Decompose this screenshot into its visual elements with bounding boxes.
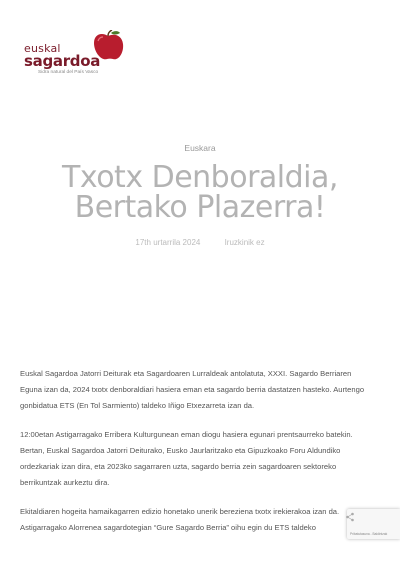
post-paragraph-3: Ekitaldiaren hogeita hamaikagarren edizio honetako unerik bereziena txotx irekierakoa izan da. Astigarragako Alorrenea sagardotegian “Gure Sagardo Berria” oihu egin du ETS taldeko [20, 507, 340, 532]
logo-text-main: sagardoa [24, 52, 101, 70]
post-meta [0, 238, 400, 247]
site-logo[interactable] [22, 30, 152, 78]
logo-text-top: euskal [24, 42, 61, 55]
post-date: 17th urtarrila 2024 [135, 238, 201, 247]
recaptcha-terms[interactable]: Pribatutasuna - Baldintzak [350, 532, 388, 536]
post-category-link[interactable]: Euskara [184, 143, 216, 153]
logo-tagline: Sidra natural del País Vasco [38, 70, 99, 75]
post-paragraph-1: Euskal Sagardoa Jatorri Deiturak eta Sagardoaren Lurraldeak antolatuta, XXXI. Sagardo Berriaren Eguna izan da, 2024 txotx denboraldiari hasiera eman eta sagardo berria dastatzen hasteko. Aurtengo gonbidatua ETS (En Tol Sarmiento) taldeko Iñigo Etxezarreta izan da. [20, 369, 365, 410]
post-paragraph-2: 12:00etan Astigarragako Erribera Kulturgunean eman diogu hasiera egunari prentsaurreko batekin. Bertan, Euskal Sagardoa Jatorri Deiturako, Eusko Jaurlaritzako eta Gipuzkoako Foru Aldundiko ordezkariak izan dira, eta 2023ko sagarraren uzta, sagardo berria zein sagardoaren sektoreko berrikuntzak aurkeztu dira. [20, 430, 353, 487]
share-icon[interactable] [345, 512, 355, 522]
post-title: Txotx Denboraldia, Bertako Plazerra! [62, 160, 338, 225]
post-comments-link[interactable]: Iruzkinik ez [224, 238, 265, 247]
post-content [20, 366, 365, 549]
